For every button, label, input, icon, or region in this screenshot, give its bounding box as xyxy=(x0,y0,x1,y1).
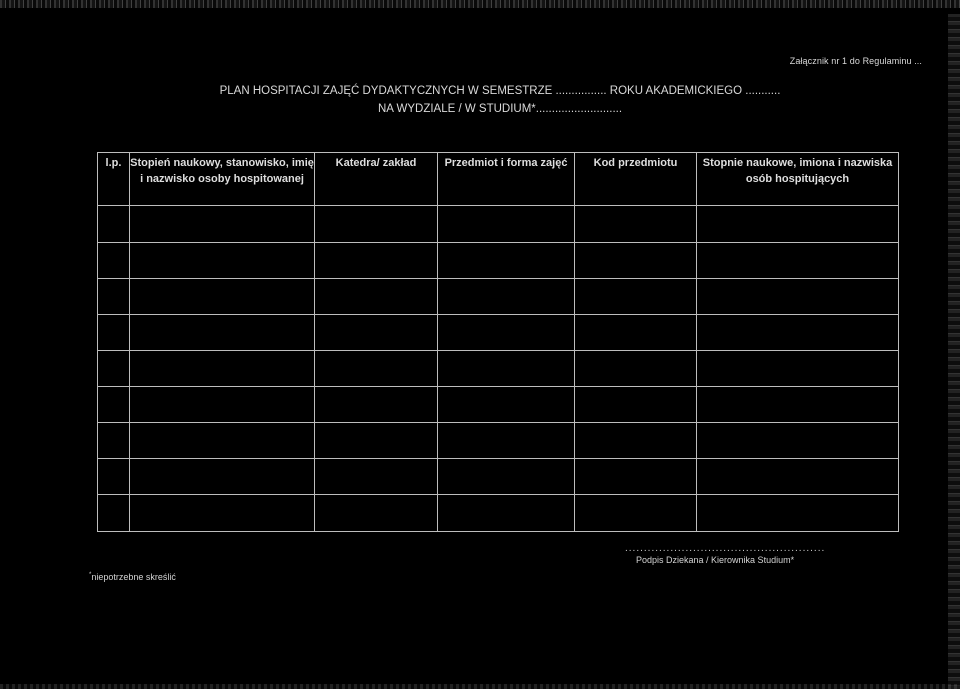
table-cell xyxy=(130,279,315,315)
table-cell xyxy=(98,206,130,243)
table-cell xyxy=(130,495,315,532)
table-cell xyxy=(575,315,697,351)
table-cell xyxy=(98,315,130,351)
table-cell xyxy=(697,459,899,495)
table-cell xyxy=(438,351,575,387)
table-cell xyxy=(98,495,130,532)
table-cell xyxy=(315,351,438,387)
table-cell xyxy=(438,315,575,351)
table-cell xyxy=(697,495,899,532)
table-cell xyxy=(575,459,697,495)
table-cell xyxy=(130,387,315,423)
footnote xyxy=(89,572,176,582)
table-cell xyxy=(575,495,697,532)
table-cell xyxy=(315,243,438,279)
table-row xyxy=(98,315,899,351)
table-cell xyxy=(98,243,130,279)
table-cell xyxy=(98,351,130,387)
table-cell xyxy=(130,243,315,279)
table-cell xyxy=(315,387,438,423)
table-cell xyxy=(130,206,315,243)
signature-line: ..................................................... xyxy=(625,543,826,554)
table-cell xyxy=(315,495,438,532)
table-cell xyxy=(315,459,438,495)
table-cell xyxy=(98,459,130,495)
table-row xyxy=(98,495,899,532)
table-cell xyxy=(98,423,130,459)
table-cell xyxy=(697,279,899,315)
table-cell xyxy=(98,387,130,423)
table-cell xyxy=(697,315,899,351)
column-header-inspectors: Stopnie naukowe, imiona i nazwiska osób hospitujących xyxy=(697,153,899,206)
table-row xyxy=(98,387,899,423)
table-cell xyxy=(575,387,697,423)
table-cell xyxy=(575,351,697,387)
table-cell xyxy=(130,351,315,387)
inspection-plan-table xyxy=(97,152,899,532)
table-cell xyxy=(438,459,575,495)
footnote-text: niepotrzebne skreślić xyxy=(91,572,176,582)
table-cell xyxy=(575,206,697,243)
column-header-subject: Przedmiot i forma zajęć xyxy=(438,153,575,206)
table-cell xyxy=(697,351,899,387)
table-cell xyxy=(697,387,899,423)
table-cell xyxy=(438,206,575,243)
table-cell xyxy=(697,206,899,243)
table-cell xyxy=(697,243,899,279)
table-cell xyxy=(575,423,697,459)
signature-label: Podpis Dziekana / Kierownika Studium* xyxy=(636,555,795,565)
column-header-code: Kod przedmiotu xyxy=(575,153,697,206)
table-row xyxy=(98,206,899,243)
table-cell xyxy=(438,279,575,315)
table-cell xyxy=(315,423,438,459)
table-row xyxy=(98,243,899,279)
column-header-lp: l.p. xyxy=(98,153,130,206)
table-cell xyxy=(315,315,438,351)
annex-note: Załącznik nr 1 do Regulaminu ... xyxy=(789,56,922,66)
title-line-2: NA WYDZIALE / W STUDIUM*........................... xyxy=(377,103,623,115)
table-cell xyxy=(130,315,315,351)
column-header-department: Katedra/ zakład xyxy=(315,153,438,206)
table-cell xyxy=(575,279,697,315)
table-cell xyxy=(315,206,438,243)
table-row xyxy=(98,279,899,315)
table-body xyxy=(98,206,899,532)
table-cell xyxy=(438,423,575,459)
table-cell xyxy=(438,387,575,423)
table-row xyxy=(98,351,899,387)
table-cell xyxy=(130,423,315,459)
table-cell xyxy=(438,243,575,279)
table-row xyxy=(98,423,899,459)
table-cell xyxy=(315,279,438,315)
scan-artifact-top xyxy=(0,0,960,8)
table-cell xyxy=(575,243,697,279)
table-header-row xyxy=(98,153,899,206)
table-cell xyxy=(130,459,315,495)
column-header-person: Stopień naukowy, stanowisko, imię i nazwisko osoby hospitowanej xyxy=(130,153,315,206)
table-cell xyxy=(98,279,130,315)
footnote-marker: * xyxy=(89,572,92,578)
table-cell xyxy=(697,423,899,459)
table-cell xyxy=(438,495,575,532)
table-row xyxy=(98,459,899,495)
document-title xyxy=(0,82,960,118)
scan-artifact-bottom xyxy=(0,684,960,689)
title-line-1: PLAN HOSPITACJI ZAJĘĆ DYDAKTYCZNYCH W SEMESTRZE ................ ROKU AKADEMICKIEGO ........... xyxy=(219,85,781,97)
